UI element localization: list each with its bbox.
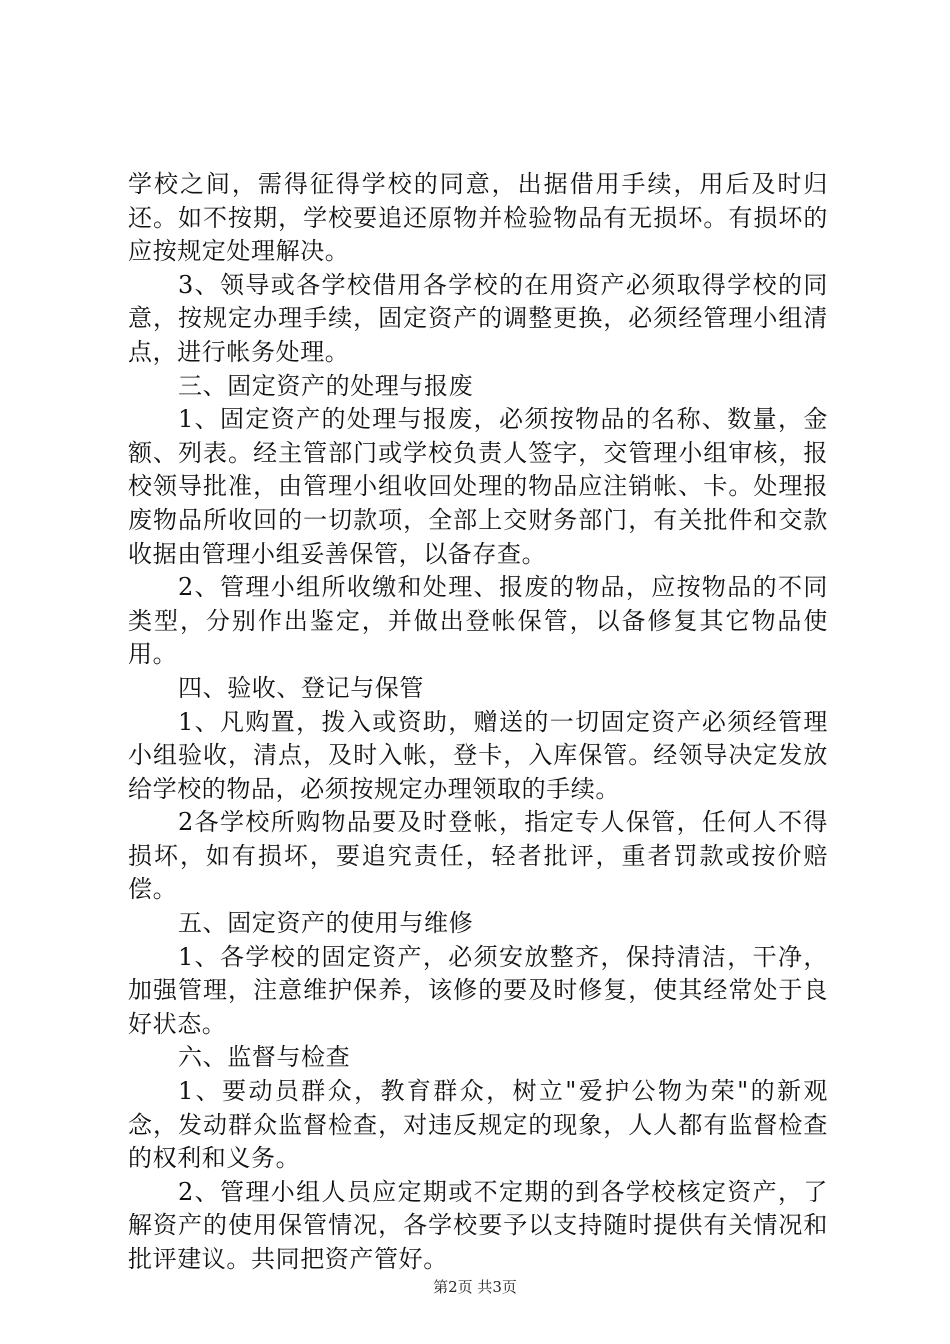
- paragraph-item-3-2: 2、管理小组所收缴和处理、报废的物品，应按物品的不同类型，分别作出鉴定，并做出登帐保管，以备修复其它物品使用。: [128, 573, 828, 669]
- paragraph-item-6-2: 2、管理小组人员应定期或不定期的到各学校核定资产，了解资产的使用保管情况，各学校要予以支持随时提供有关情况和批评建议。共同把资产管好。: [128, 1177, 828, 1273]
- section-heading-4: 四、验收、登记与保管: [178, 673, 424, 702]
- paragraph-continuation: 学校之间，需得征得学校的同意，出据借用手续，用后及时归还。如不按期，学校要追还原物并检验物品有无损坏。有损坏的应按规定处理解决。: [128, 170, 828, 266]
- section-heading-6: 六、监督与检查: [178, 1043, 351, 1072]
- paragraph-item-3: 3、领导或各学校借用各学校的在用资产必须取得学校的同意，按规定办理手续，固定资产的调整更换，必须经管理小组清点，进行帐务处理。: [128, 270, 828, 366]
- page-footer: 第2页 共3页: [433, 1278, 517, 1296]
- document-body: [128, 168, 828, 1277]
- paragraph-item-6-1: 1、要动员群众，教育群众，树立"爱护公物为荣"的新观念，发动群众监督检查，对违反规定的现象，人人都有监督检查的权利和义务。: [128, 1077, 828, 1173]
- section-heading-3: 三、固定资产的处理与报废: [178, 371, 474, 400]
- paragraph-item-5-1: 1、各学校的固定资产，必须安放整齐，保持清洁，干净，加强管理，注意维护保养，该修的要及时修复，使其经常处于良好状态。: [128, 942, 828, 1038]
- paragraph-item-3-1: 1、固定资产的处理与报废，必须按物品的名称、数量，金额、列表。经主管部门或学校负责人签字，交管理小组审核，报校领导批准，由管理小组收回处理的物品应注销帐、卡。处理报废物品所收回的一切款项，全部上交财务部门，有关批件和交款收据由管理小组妥善保管，以备存查。: [128, 405, 828, 568]
- paragraph-item-4-1: 1、凡购置，拨入或资助，赠送的一切固定资产必须经管理小组验收，清点，及时入帐，登卡，入库保管。经领导决定发放给学校的物品，必须按规定办理领取的手续。: [128, 707, 828, 803]
- section-heading-5: 五、固定资产的使用与维修: [178, 909, 474, 938]
- paragraph-item-4-2: 2各学校所购物品要及时登帐，指定专人保管，任何人不得损坏，如有损坏，要追究责任，轻者批评，重者罚款或按价赔偿。: [128, 808, 828, 904]
